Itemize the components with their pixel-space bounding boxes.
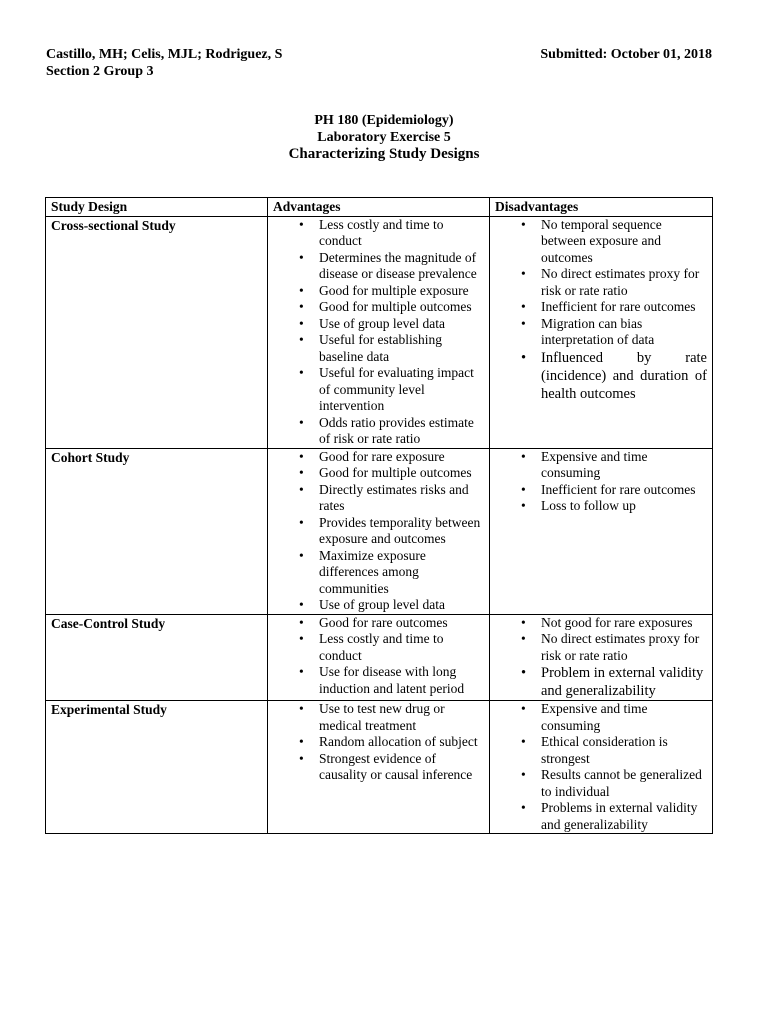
list-item: • Directly estimates risks and rates — [319, 482, 484, 515]
column-header: Study Design — [46, 198, 268, 217]
list-item: • Odds ratio provides estimate of risk or rate ratio — [319, 415, 484, 448]
document-title — [0, 112, 768, 163]
list-item: • Use to test new drug or medical treatment — [319, 701, 484, 734]
list-item: • Inefficient for rare outcomes — [541, 482, 707, 499]
list-item: • Problem in external validity and generalizability — [541, 664, 707, 700]
disadvantages-cell — [490, 448, 713, 614]
advantages-cell — [268, 216, 490, 448]
study-design-cell: Cross-sectional Study — [46, 216, 268, 448]
list-item: • Useful for evaluating impact of community level intervention — [319, 365, 484, 415]
advantages-list — [273, 449, 484, 614]
advantages-cell — [268, 448, 490, 614]
table-row — [46, 216, 713, 448]
list-item: • Influenced by rate (incidence) and duration of health outcomes — [541, 349, 707, 403]
disadvantages-cell — [490, 614, 713, 701]
disadvantages-list — [495, 449, 707, 515]
advantages-list — [273, 615, 484, 698]
list-item: • Useful for establishing baseline data — [319, 332, 484, 365]
disadvantages-cell — [490, 701, 713, 834]
list-item: • Migration can bias interpretation of data — [541, 316, 707, 349]
table-row — [46, 701, 713, 834]
study-design-cell: Case-Control Study — [46, 614, 268, 701]
list-item: • Good for rare exposure — [319, 449, 484, 466]
exercise-title: Laboratory Exercise 5 — [317, 130, 451, 145]
table-row — [46, 448, 713, 614]
column-header: Advantages — [268, 198, 490, 217]
list-item: • Inefficient for rare outcomes — [541, 299, 707, 316]
list-item: • Ethical consideration is strongest — [541, 734, 707, 767]
list-item: • No direct estimates proxy for risk or rate ratio — [541, 631, 707, 664]
advantages-list — [273, 701, 484, 784]
list-item: • Good for multiple outcomes — [319, 465, 484, 482]
list-item: • Problems in external validity and generalizability — [541, 800, 707, 833]
list-item: • Use of group level data — [319, 597, 484, 614]
list-item: • Good for rare outcomes — [319, 615, 484, 632]
list-item: • Good for multiple exposure — [319, 283, 484, 300]
topic-title: Characterizing Study Designs — [288, 146, 480, 162]
author-header — [46, 46, 282, 80]
study-design-cell: Experimental Study — [46, 701, 268, 834]
list-item: • Results cannot be generalized to individual — [541, 767, 707, 800]
table-row — [46, 614, 713, 701]
list-item: • No temporal sequence between exposure and outcomes — [541, 217, 707, 267]
list-item: • Not good for rare exposures — [541, 615, 707, 632]
advantages-cell — [268, 614, 490, 701]
list-item: • Less costly and time to conduct — [319, 217, 484, 250]
advantages-cell — [268, 701, 490, 834]
list-item: • Strongest evidence of causality or causal inference — [319, 751, 484, 784]
advantages-list — [273, 217, 484, 448]
list-item: • Expensive and time consuming — [541, 449, 707, 482]
study-design-cell: Cohort Study — [46, 448, 268, 614]
list-item: • Random allocation of subject — [319, 734, 484, 751]
list-item: • Loss to follow up — [541, 498, 707, 515]
section-group: Section 2 Group 3 — [46, 64, 154, 79]
disadvantages-list — [495, 217, 707, 403]
disadvantages-cell — [490, 216, 713, 448]
list-item: • Expensive and time consuming — [541, 701, 707, 734]
list-item: • Maximize exposure differences among communities — [319, 548, 484, 598]
list-item: • Good for multiple outcomes — [319, 299, 484, 316]
list-item: • Less costly and time to conduct — [319, 631, 484, 664]
list-item: • Use for disease with long induction and latent period — [319, 664, 484, 697]
list-item: • No direct estimates proxy for risk or rate ratio — [541, 266, 707, 299]
column-header: Disadvantages — [490, 198, 713, 217]
disadvantages-list — [495, 701, 707, 833]
submitted-date: Submitted: October 01, 2018 — [540, 47, 712, 62]
list-item: • Use of group level data — [319, 316, 484, 333]
study-design-table — [45, 197, 713, 834]
authors: Castillo, MH; Celis, MJL; Rodriguez, S — [46, 47, 283, 62]
list-item: • Determines the magnitude of disease or disease prevalence — [319, 250, 484, 283]
list-item: • Provides temporality between exposure and outcomes — [319, 515, 484, 548]
table-header-row — [46, 198, 713, 217]
course-title: PH 180 (Epidemiology) — [314, 113, 454, 128]
disadvantages-list — [495, 615, 707, 701]
